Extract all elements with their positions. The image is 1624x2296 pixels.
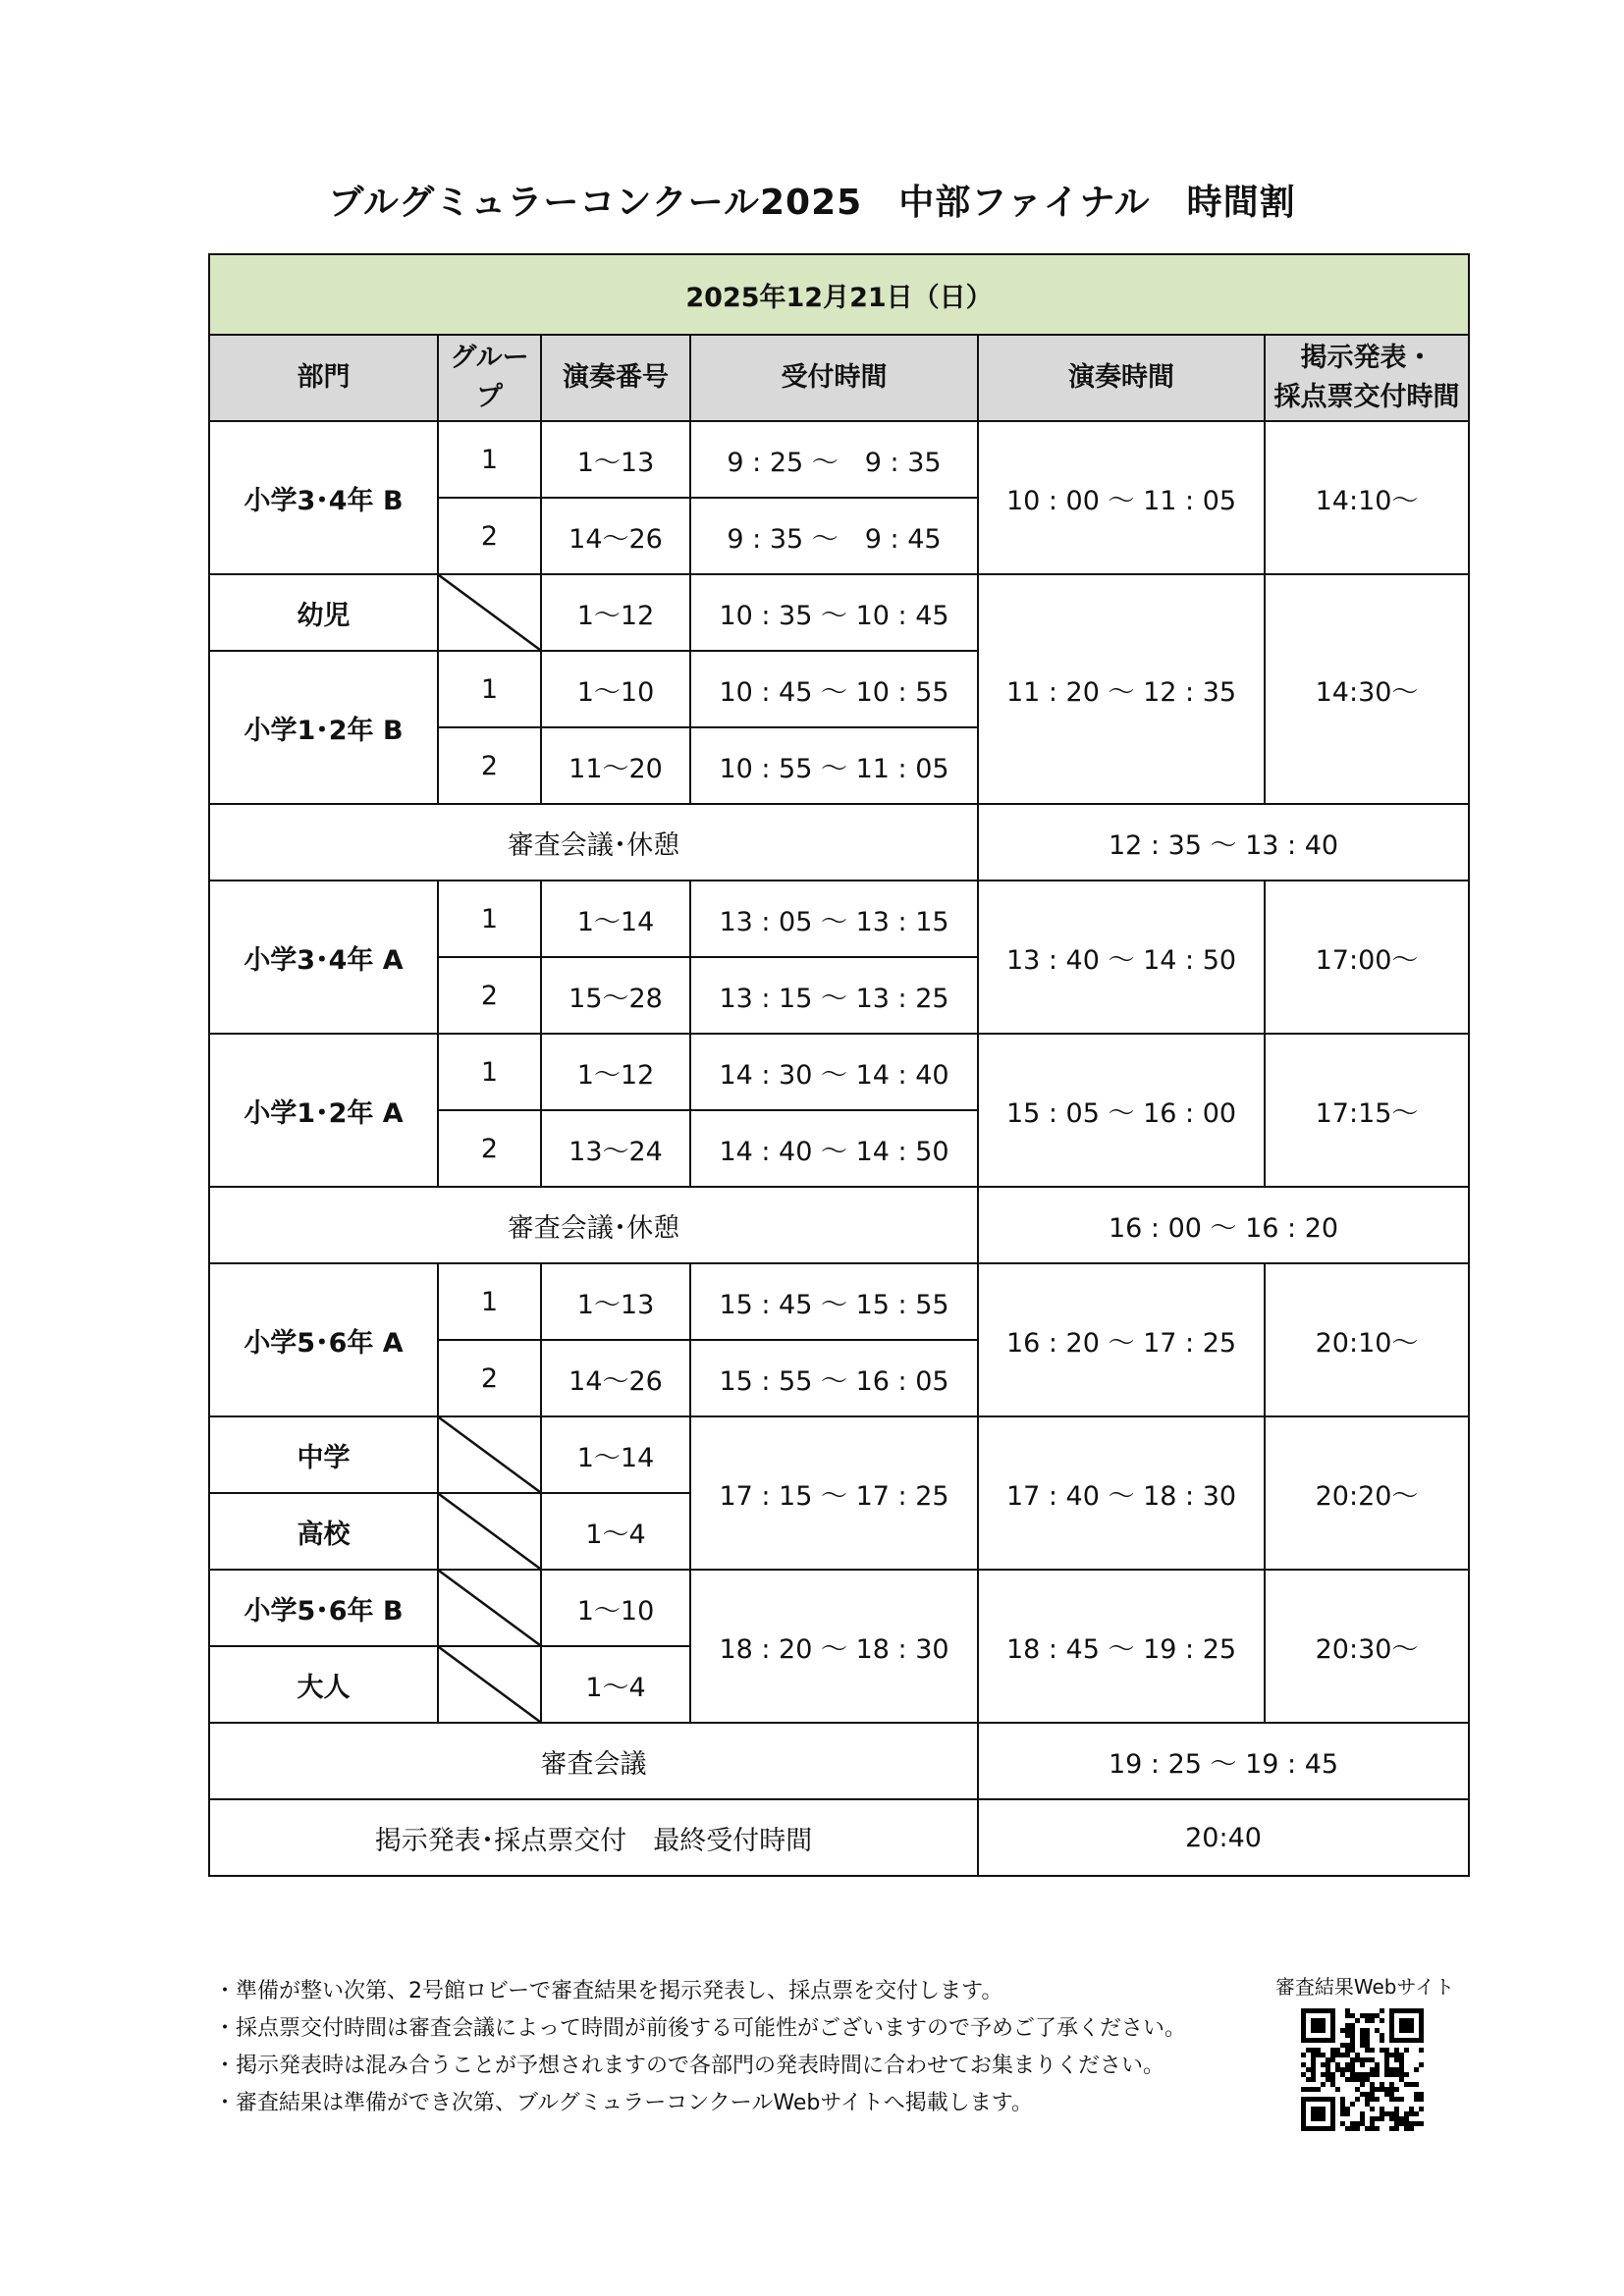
number-cell: 1～12 <box>541 574 690 651</box>
group-cell: 2 <box>438 498 541 574</box>
header-number: 演奏番号 <box>541 335 690 421</box>
note-line: ・準備が整い次第、2号館ロビーで審査結果を掲示発表し、採点票を交付します。 <box>214 1979 1003 2003</box>
final-reception-label: 掲示発表･採点票交付 最終受付時間 <box>209 1799 978 1876</box>
reception-cell: 10 : 55 ～ 11 : 05 <box>690 727 978 804</box>
no-group-cell <box>438 1493 541 1570</box>
reception-cell: 9 : 25 ～ 9 : 35 <box>690 421 978 498</box>
note-line: ・採点票交付時間は審査会議によって時間が前後する可能性がございますので予めご了承ください。 <box>214 2016 1187 2041</box>
break-time: 16 : 00 ～ 16 : 20 <box>978 1187 1469 1263</box>
qr-label: 審査結果Webサイト <box>1274 1975 1455 1999</box>
results-cell: 17:15～ <box>1265 1034 1469 1187</box>
performance-cell: 18 : 45 ～ 19 : 25 <box>978 1570 1265 1723</box>
dept-cell: 幼児 <box>209 574 438 651</box>
group-cell: 2 <box>438 1110 541 1187</box>
performance-cell: 17 : 40 ～ 18 : 30 <box>978 1416 1265 1570</box>
group-cell: 1 <box>438 651 541 727</box>
reception-cell: 18 : 20 ～ 18 : 30 <box>690 1570 978 1723</box>
final-reception-time: 20:40 <box>978 1799 1469 1876</box>
number-cell: 13～24 <box>541 1110 690 1187</box>
dept-cell: 高校 <box>209 1493 438 1570</box>
results-cell: 17:00～ <box>1265 881 1469 1034</box>
no-group-cell <box>438 1416 541 1493</box>
dept-cell: 小学3･4年 B <box>209 421 438 574</box>
number-cell: 1～4 <box>541 1646 690 1723</box>
group-cell: 1 <box>438 881 541 957</box>
reception-cell: 13 : 05 ～ 13 : 15 <box>690 881 978 957</box>
event-date: 2025年12月21日（日） <box>209 254 1469 335</box>
group-cell: 2 <box>438 957 541 1034</box>
no-group-cell <box>438 1570 541 1646</box>
notes <box>214 1973 1186 2122</box>
number-cell: 1～14 <box>541 881 690 957</box>
number-cell: 1～10 <box>541 651 690 727</box>
group-cell: 1 <box>438 421 541 498</box>
dept-cell: 小学3･4年 A <box>209 881 438 1034</box>
performance-cell: 16 : 20 ～ 17 : 25 <box>978 1263 1265 1416</box>
number-cell: 1～10 <box>541 1570 690 1646</box>
results-cell: 14:30～ <box>1265 574 1469 804</box>
number-cell: 1～4 <box>541 1493 690 1570</box>
performance-cell: 13 : 40 ～ 14 : 50 <box>978 881 1265 1034</box>
qr-code-icon[interactable] <box>1301 2008 1424 2131</box>
break-label: 審査会議･休憩 <box>209 1187 978 1263</box>
header-reception: 受付時間 <box>690 335 978 421</box>
group-cell: 1 <box>438 1263 541 1340</box>
dept-cell: 中学 <box>209 1416 438 1493</box>
break-time: 12 : 35 ～ 13 : 40 <box>978 804 1469 881</box>
number-cell: 14～26 <box>541 498 690 574</box>
group-cell: 1 <box>438 1034 541 1110</box>
dept-cell: 小学5･6年 A <box>209 1263 438 1416</box>
dept-cell: 大人 <box>209 1646 438 1723</box>
reception-cell: 15 : 45 ～ 15 : 55 <box>690 1263 978 1340</box>
number-cell: 1～14 <box>541 1416 690 1493</box>
header-results: 掲示発表・ 採点票交付時間 <box>1265 335 1469 421</box>
note-line: ・掲示発表時は混み合うことが予想されますので各部門の発表時間に合わせてお集まりください。 <box>214 2054 1165 2078</box>
reception-cell: 15 : 55 ～ 16 : 05 <box>690 1340 978 1416</box>
reception-cell: 13 : 15 ～ 13 : 25 <box>690 957 978 1034</box>
reception-cell: 17 : 15 ～ 17 : 25 <box>690 1416 978 1570</box>
schedule-table <box>208 253 1470 1877</box>
performance-cell: 10 : 00 ～ 11 : 05 <box>978 421 1265 574</box>
dept-cell: 小学1･2年 B <box>209 651 438 804</box>
no-group-cell <box>438 1646 541 1723</box>
number-cell: 15～28 <box>541 957 690 1034</box>
meeting-time: 19 : 25 ～ 19 : 45 <box>978 1723 1469 1799</box>
number-cell: 1～13 <box>541 421 690 498</box>
header-group: グループ <box>438 335 541 421</box>
performance-cell: 11 : 20 ～ 12 : 35 <box>978 574 1265 804</box>
reception-cell: 9 : 35 ～ 9 : 45 <box>690 498 978 574</box>
number-cell: 1～12 <box>541 1034 690 1110</box>
meeting-label: 審査会議 <box>209 1723 978 1799</box>
dept-cell: 小学5･6年 B <box>209 1570 438 1646</box>
reception-cell: 14 : 30 ～ 14 : 40 <box>690 1034 978 1110</box>
number-cell: 1～13 <box>541 1263 690 1340</box>
performance-cell: 15 : 05 ～ 16 : 00 <box>978 1034 1265 1187</box>
header-performance: 演奏時間 <box>978 335 1265 421</box>
results-cell: 20:10～ <box>1265 1263 1469 1416</box>
header-dept: 部門 <box>209 335 438 421</box>
group-cell: 2 <box>438 1340 541 1416</box>
reception-cell: 10 : 35 ～ 10 : 45 <box>690 574 978 651</box>
results-cell: 20:20～ <box>1265 1416 1469 1570</box>
break-label: 審査会議･休憩 <box>209 804 978 881</box>
note-line: ・審査結果は準備ができ次第、ブルグミュラーコンクールWebサイトへ掲載します。 <box>214 2091 1034 2115</box>
results-cell: 14:10～ <box>1265 421 1469 574</box>
reception-cell: 14 : 40 ～ 14 : 50 <box>690 1110 978 1187</box>
page-title: ブルグミュラーコンクール2025 中部ファイナル 時間割 <box>328 183 1296 223</box>
reception-cell: 10 : 45 ～ 10 : 55 <box>690 651 978 727</box>
dept-cell: 小学1･2年 A <box>209 1034 438 1187</box>
no-group-cell <box>438 574 541 651</box>
results-cell: 20:30～ <box>1265 1570 1469 1723</box>
group-cell: 2 <box>438 727 541 804</box>
number-cell: 14～26 <box>541 1340 690 1416</box>
number-cell: 11～20 <box>541 727 690 804</box>
